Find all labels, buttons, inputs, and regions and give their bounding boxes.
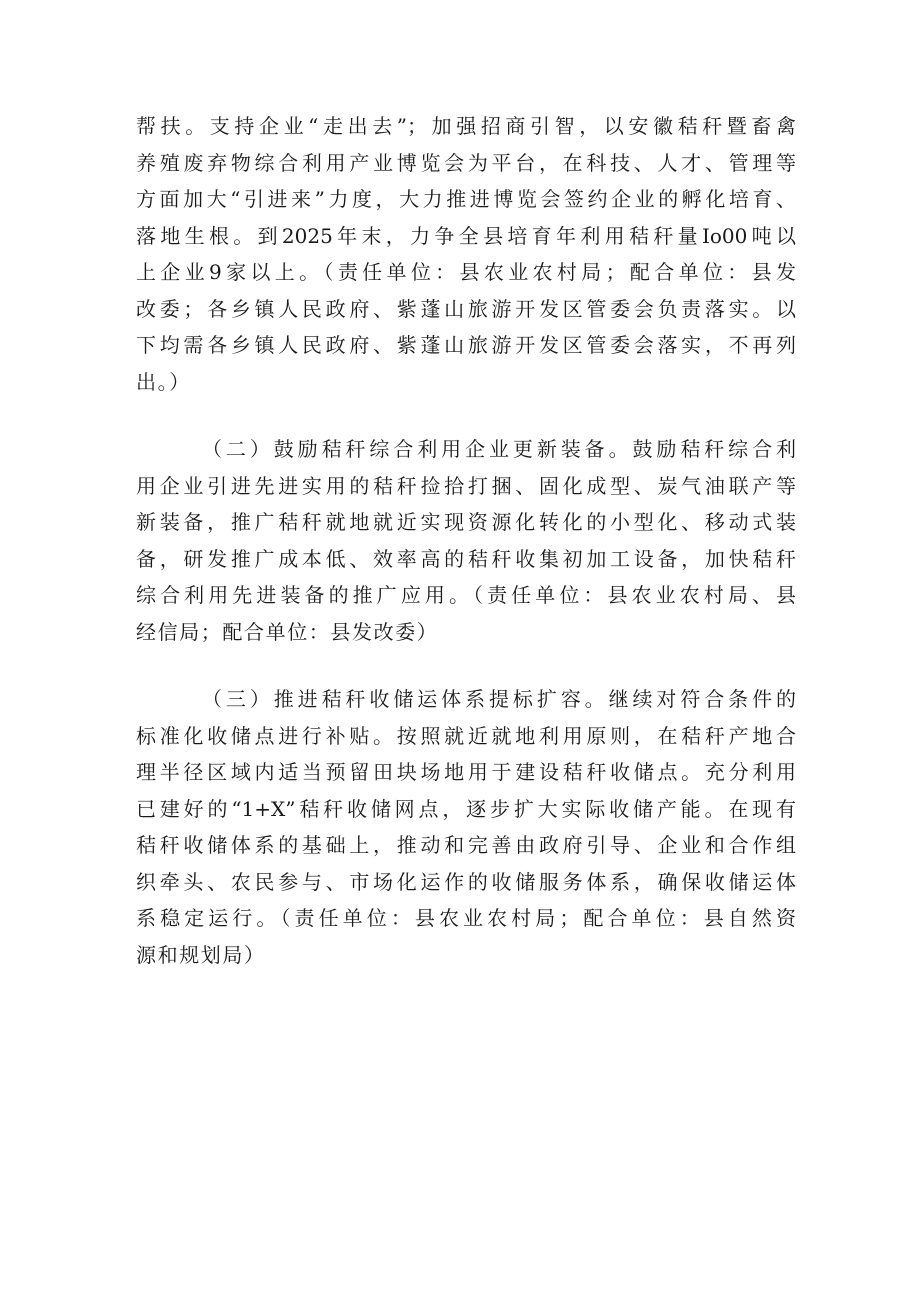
text-line: 综合利用先进装备的推广应用。（责任单位：县农业农村局、县 [136,583,796,607]
text-line: 上企业9家以上。（责任单位：县农业农村局；配合单位：县发 [136,260,796,284]
text-line: 帮扶。支持企业“走出去”；加强招商引智，以安徽秸秆暨畜禽 [136,114,796,138]
text-line: 织牵头、农民参与、市场化运作的收储服务体系，确保收储运体 [136,869,796,894]
section-heading-line: （三）推进秸秆收储运体系提标扩容。继续对符合条件的 [202,687,796,711]
text-line: 改委；各乡镇人民政府、紫蓬山旅游开发区管委会负责落实。以 [136,296,796,321]
text-line: 新装备，推广秸秆就地就近实现资源化转化的小型化、移动式装 [136,510,796,534]
text-line: 源和规划局） [136,942,266,967]
paragraph-storage-system [136,681,796,973]
text-line: 落地生根。到2025年末，力争全县培育年利用秸秆量Io00吨以 [136,223,796,248]
text-line: 养殖废弃物综合利用产业博览会为平台，在科技、人才、管理等 [136,150,796,175]
document-body [136,108,796,973]
text-line: 方面加大“引进来”力度，大力推进博览会签约企业的孵化培育、 [136,187,796,211]
paragraph-equipment-upgrade [136,431,796,650]
text-line: 下均需各乡镇人民政府、紫蓬山旅游开发区管委会落实，不再列 [136,333,796,357]
text-line: 已建好的“1+X”秸秆收储网点，逐步扩大实际收储产能。在现有 [136,796,796,821]
text-line: 出。） [136,369,191,394]
text-line: 用企业引进先进实用的秸秆捡拾打捆、固化成型、炭气油联产等 [136,473,796,498]
text-line: 秸秆收储体系的基础上，推动和完善由政府引导、企业和合作组 [136,833,796,857]
section-heading-line: （二）鼓励秸秆综合利用企业更新装备。鼓励秸秆综合利 [202,437,796,461]
text-line: 系稳定运行。（责任单位：县农业农村局；配合单位：县自然资 [136,906,796,930]
text-line: 理半径区域内适当预留田块场地用于建设秸秆收储点。充分利用 [136,760,796,784]
text-line: 经信局；配合单位：县发改委） [136,619,439,644]
text-line: 标准化收储点进行补贴。按照就近就地利用原则，在秸秆产地合 [136,723,796,748]
text-line: 备，研发推广成本低、效率高的秸秆收集初加工设备，加快秸秆 [136,546,796,571]
paragraph-support-enterprises [136,108,796,400]
